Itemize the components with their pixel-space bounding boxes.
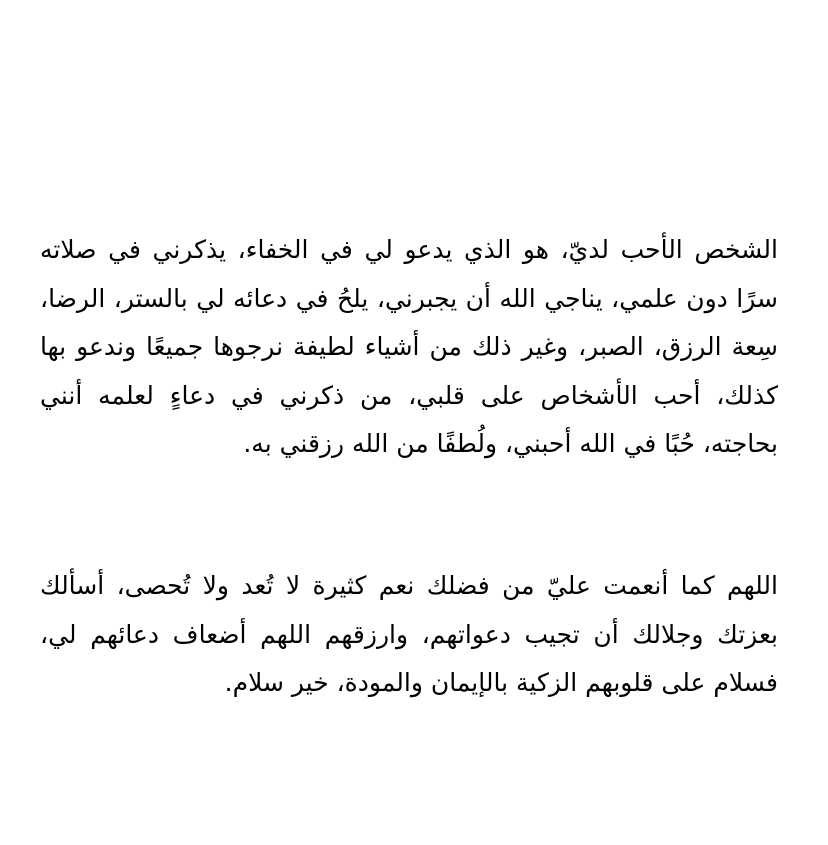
paragraph-2: اللهم كما أنعمت عليّ من فضلك نعم كثيرة لا تُعد ولا تُحصى، أسألك بعزتك وجلالك أن تجيب دعواتهم، وارزقهم اللهم أضعاف دعائهم لي، فسلام على قلوبهم الزكية بالإيمان والمودة، خير سلام.: [40, 571, 778, 697]
paragraph-1: الشخص الأحب لديّ، هو الذي يدعو لي في الخفاء، يذكرني في صلاته سرًا دون علمي، يناجي الله أن يجبرني، يلحُ في دعائه لي بالستر، الرضا، سِعة الرزق، الصبر، وغير ذلك من أشياء لطيفة نرجوها جميعًا وندعو بها كذلك، أحب الأشخاص على قلبي، من ذكرني في دعاءٍ لعلمه أنني بحاجته، حُبًا في الله أحبني، ولُطفًا من الله رزقني به.: [40, 235, 778, 458]
